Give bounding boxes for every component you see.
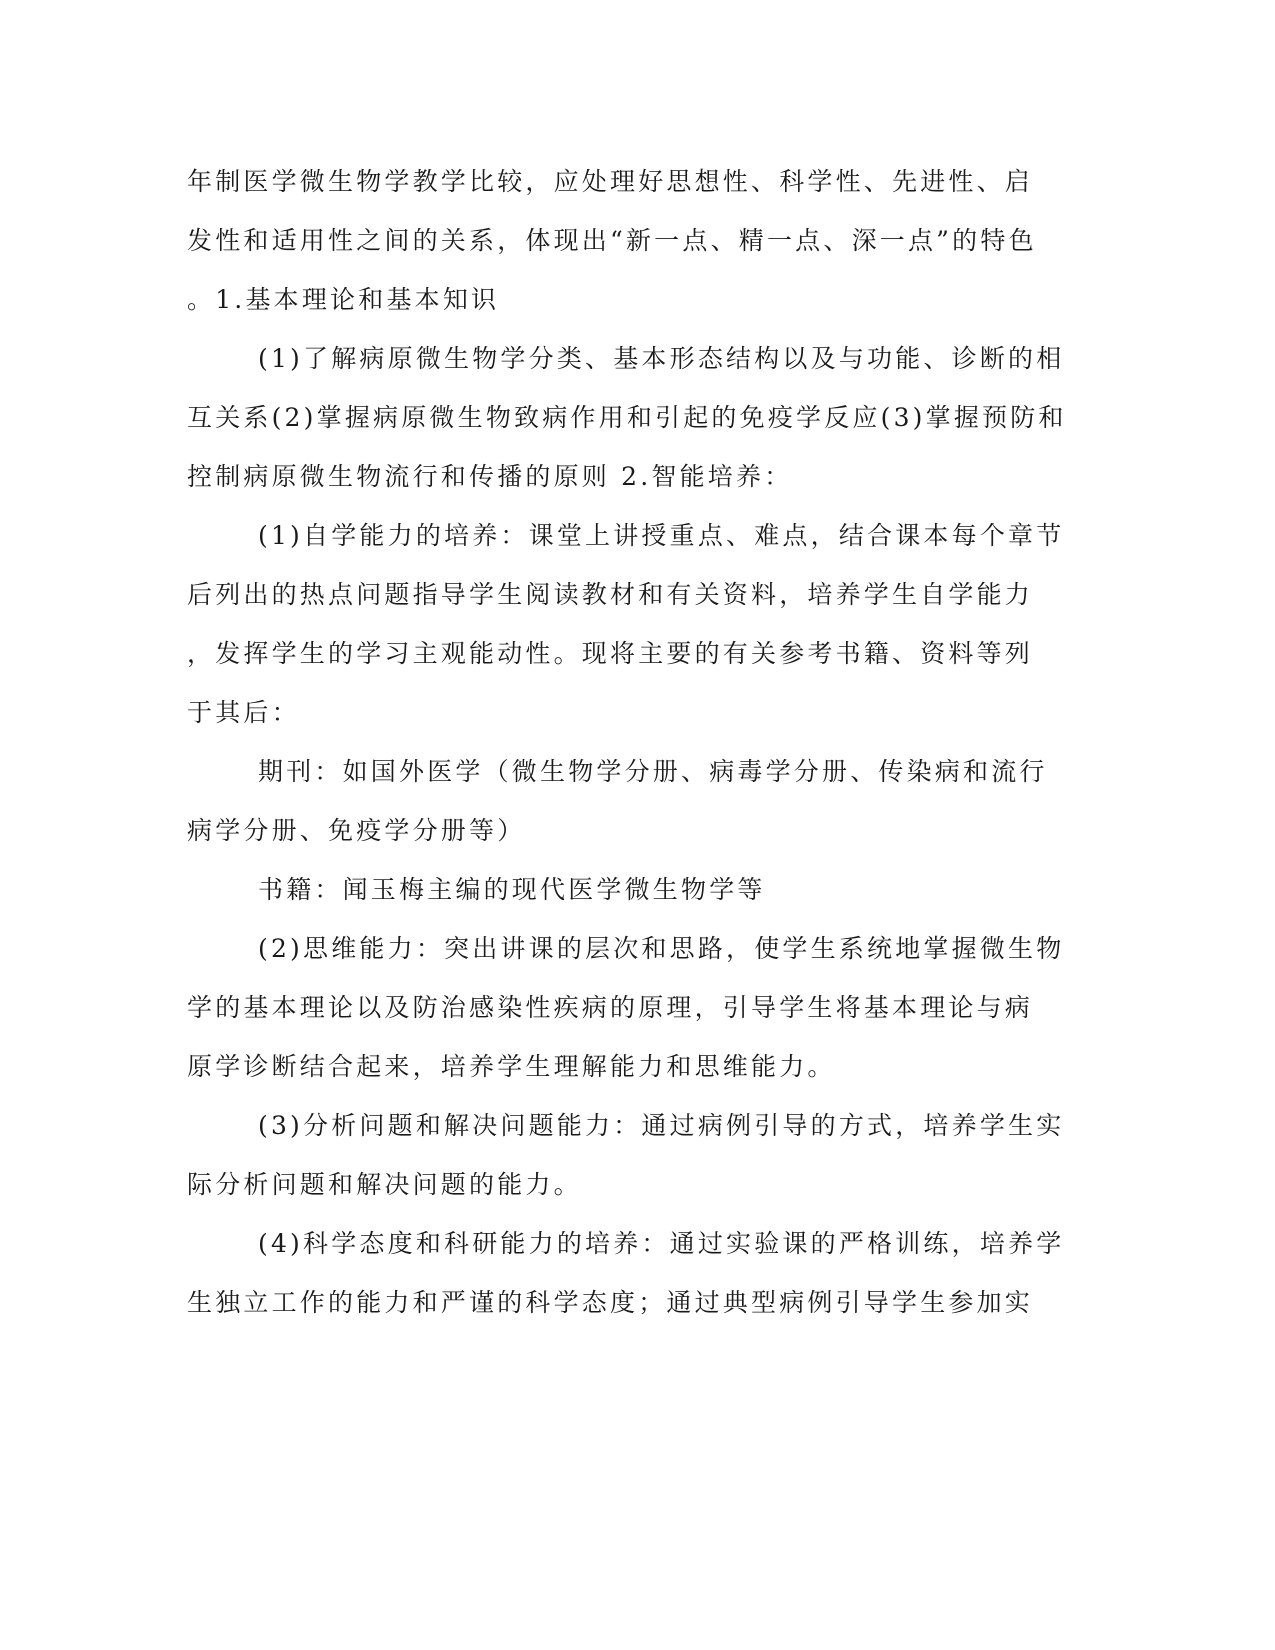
text-line: (3)分析问题和解决问题能力：通过病例引导的方式，培养学生实 [258,1111,1065,1140]
text-line: 年制医学微生物学教学比较，应处理好思想性、科学性、先进性、启 [187,167,1034,196]
text-line: 。1.基本理论和基本知识 [187,285,500,314]
text-line: (1)了解病原微生物学分类、基本形态结构以及与功能、诊断的相 [258,344,1065,373]
text-line: 病学分册、免疫学分册等） [187,816,526,845]
text-line: 发性和适用性之间的关系，体现出“新一点、精一点、深一点”的特色 [187,226,1037,255]
text-line: (1)自学能力的培养：课堂上讲授重点、难点，结合课本每个章节 [258,521,1065,550]
text-line: ，发挥学生的学习主观能动性。现将主要的有关参考书籍、资料等列 [187,639,1034,668]
text-line: 际分析问题和解决问题的能力。 [187,1170,582,1199]
text-line: 互关系(2)掌握病原微生物致病作用和引起的免疫学反应(3)掌握预防和 [187,403,1067,432]
text-line: 后列出的热点问题指导学生阅读教材和有关资料，培养学生自学能力 [187,580,1034,609]
text-line: 于其后： [187,698,300,727]
text-line: 书籍：闻玉梅主编的现代医学微生物学等 [258,875,766,904]
text-line: 原学诊断结合起来，培养学生理解能力和思维能力。 [187,1052,836,1081]
text-line: (2)思维能力：突出讲课的层次和思路，使学生系统地掌握微生物 [258,934,1065,963]
text-line: 学的基本理论以及防治感染性疾病的原理，引导学生将基本理论与病 [187,993,1034,1022]
text-line: 控制病原微生物流行和传播的原则 2.智能培养： [187,462,793,491]
text-line: (4)科学态度和科研能力的培养：通过实验课的严格训练，培养学 [258,1229,1065,1258]
text-line: 生独立工作的能力和严谨的科学态度；通过典型病例引导学生参加实 [187,1288,1034,1317]
text-line: 期刊：如国外医学（微生物学分册、病毒学分册、传染病和流行 [258,757,1048,786]
